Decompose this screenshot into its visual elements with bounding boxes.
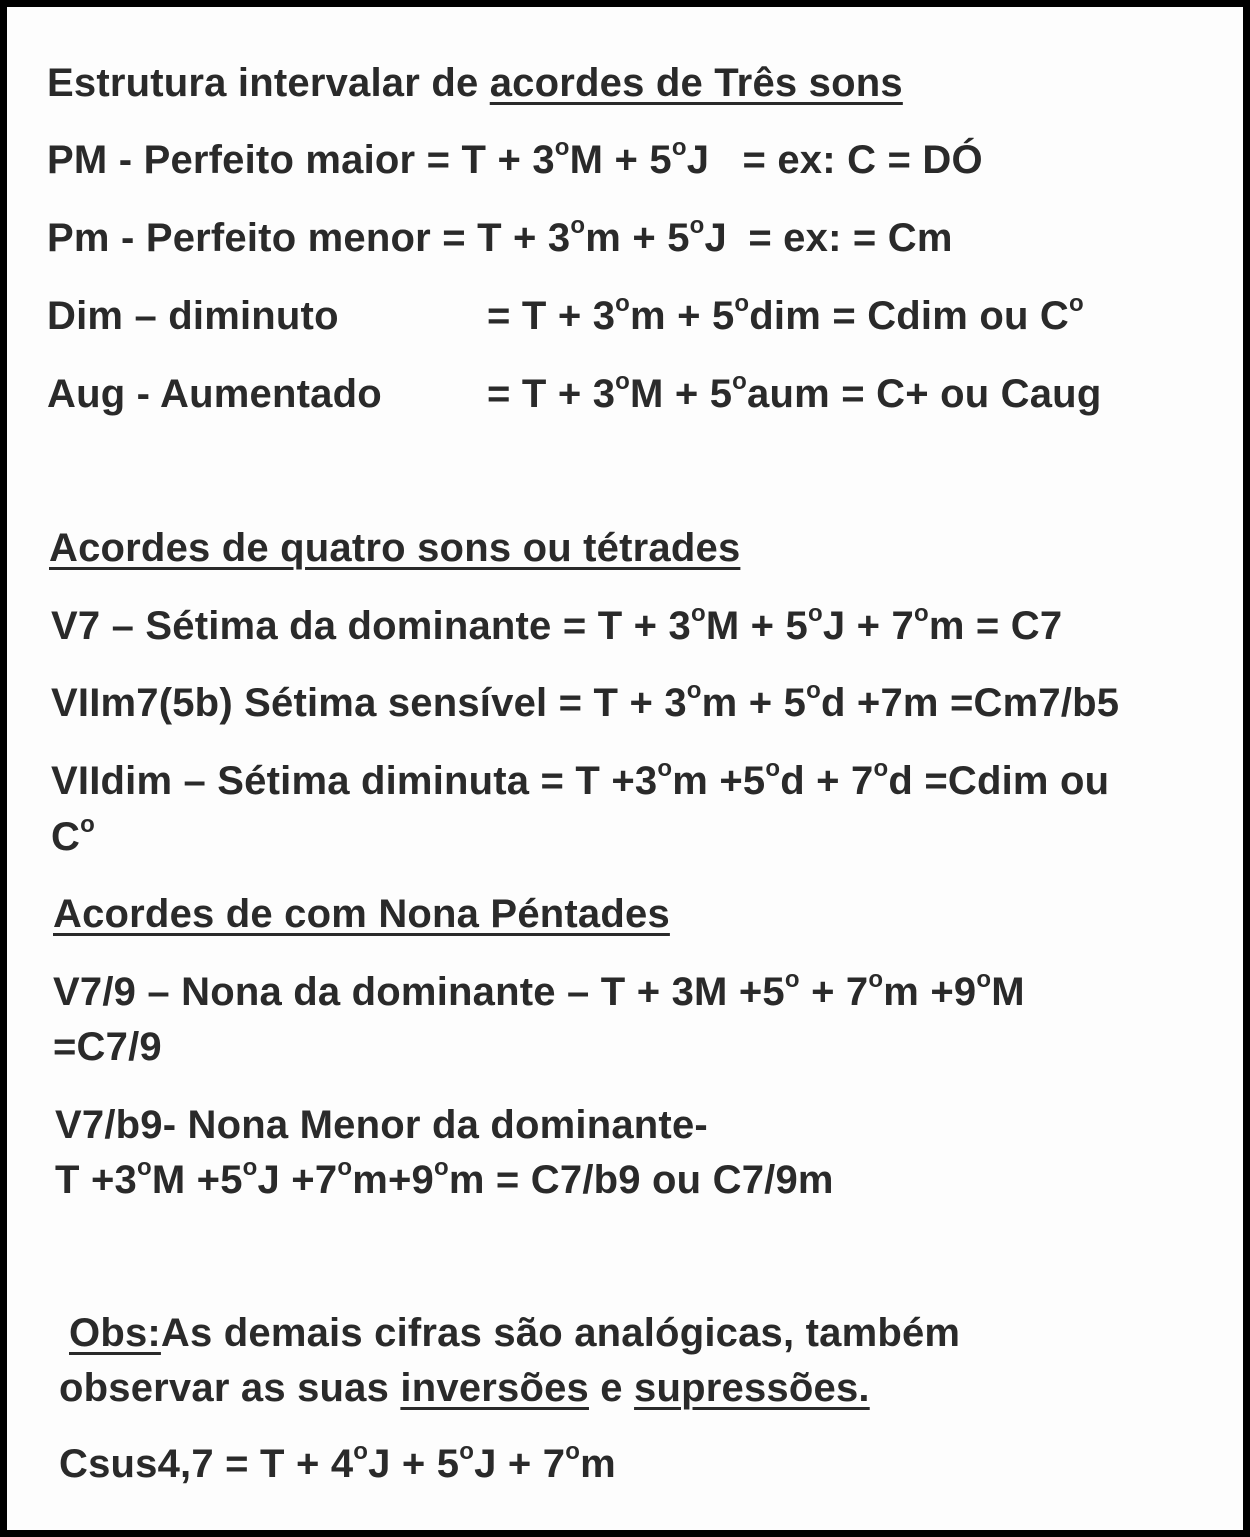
obs-text: e: [588, 1366, 635, 1410]
triad-row: [47, 134, 983, 182]
triad-example: = Cdim ou $C^o$: [832, 290, 1084, 338]
triad-example: = ex: C = DÓ: [742, 138, 983, 182]
heading-pentades: Acordes de com Nona Péntades: [53, 892, 670, 936]
heading-prefix: Estrutura intervalar de: [47, 61, 490, 105]
tetrad-row: V7 – Sétima da dominante = $T + 3^oM + 5^oJ + 7^om = C7$: [51, 600, 1063, 648]
pentad-row: =C7/9: [53, 1025, 162, 1069]
triad-name: diminuto: [168, 294, 339, 338]
inversoes-text: inversões: [400, 1366, 589, 1410]
heading-underlined: acordes de Três sons: [489, 61, 903, 105]
triad-formula: = $T + 3^om + 5^odim$: [487, 290, 822, 338]
triad-abbr: Aug -: [47, 372, 151, 416]
pentad-row: V7/9 – Nona da dominante – $T + 3M +5^o + 7^om +9^oM$: [53, 966, 1025, 1014]
triad-row: [47, 290, 1084, 338]
triad-name: Perfeito maior: [143, 138, 416, 182]
triad-abbr: Pm -: [47, 216, 135, 260]
tetrad-row: VIIdim – Sétima diminuta = $T +3^om +5^od + 7^od$ =Cdim ou: [51, 755, 1110, 803]
sus-line: Csus4,7 = $T + 4^oJ + 5^oJ + 7^om$: [59, 1438, 616, 1486]
obs-text: observar as suas: [59, 1366, 401, 1410]
obs-line: [59, 1313, 960, 1353]
triad-name: Aumentado: [160, 372, 382, 416]
supressoes-text: supressões.: [634, 1366, 870, 1410]
heading-tetrades: Acordes de quatro sons ou tétrades: [49, 526, 741, 570]
tetrad-row: VIIm7(5b) Sétima sensível = $T + 3^om + 5^od +7m =Cm7/b5$: [51, 677, 1120, 725]
triad-example: = ex: = Cm: [748, 216, 953, 260]
pentad-row: $T +3^oM +5^oJ +7^om+9^om = C7/b9$ ou C7/9m: [55, 1154, 834, 1202]
triad-formula: = $T + 3^om + 5^oJ$: [442, 212, 727, 260]
triad-abbr: PM -: [47, 138, 133, 182]
pentad-row: V7/b9- Nona Menor da dominante-: [55, 1103, 708, 1147]
triad-example: = C+ ou Caug: [841, 372, 1102, 416]
triad-row: [47, 368, 1102, 416]
obs-label: Obs:: [69, 1311, 161, 1355]
triad-abbr: Dim –: [47, 294, 157, 338]
triad-formula: = $T + 3^oM + 5^oJ$: [426, 134, 710, 182]
triad-formula: = $T + 3^oM + 5^oaum$: [487, 368, 830, 416]
triad-name: Perfeito menor: [145, 216, 431, 260]
obs-text: As demais cifras são analógicas, também: [160, 1311, 961, 1355]
tetrad-row: $C^o$: [51, 811, 95, 859]
triad-row: [47, 212, 953, 260]
heading-tres-sons: [47, 63, 903, 103]
obs-line: [59, 1368, 870, 1408]
